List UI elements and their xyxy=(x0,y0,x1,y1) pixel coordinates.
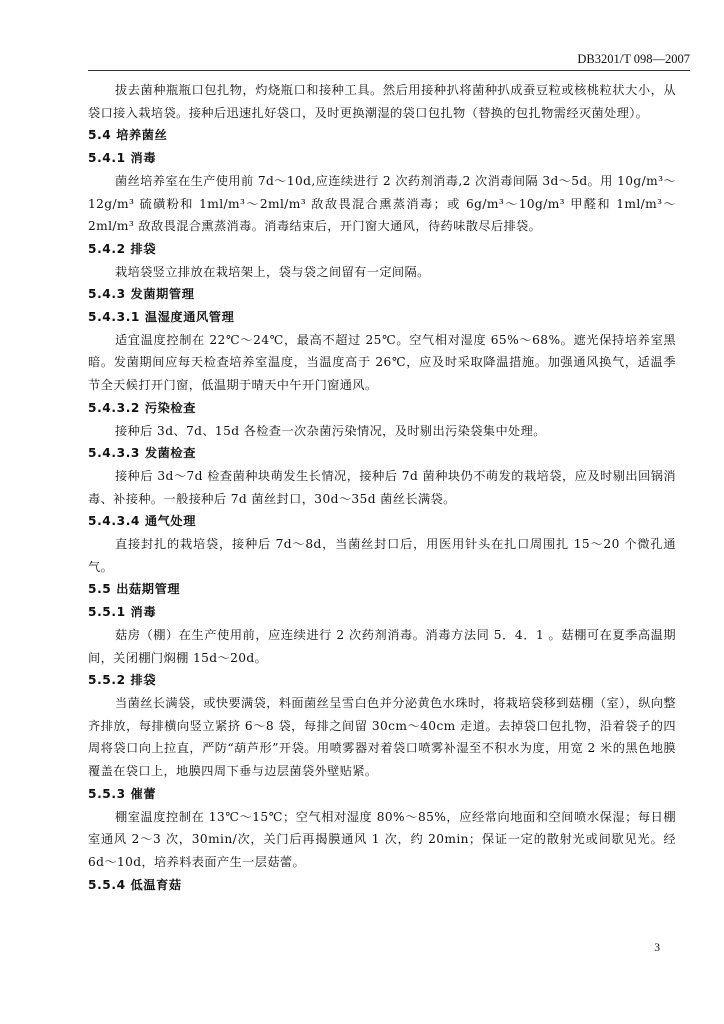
body-paragraph: 菇房（棚）在生产使用前，应连续进行 2 次药剂消毒。消毒方法同 5．4．1 。菇棚可在夏季高温期间，关闭棚门焖棚 15d～20d。 xyxy=(88,627,676,665)
body-paragraph: 直接封扎的栽培袋，接种后 7d～8d，当菌丝封口后，用医用针头在扎口周围扎 15～20 个微孔通气。 xyxy=(88,537,676,574)
body-paragraph: 菌丝培养室在生产使用前 7d～10d,应连续进行 2 次药剂消毒,2 次消毒间隔 3d～5d。用 10g/m³～12g/m³ 硫磺粉和 1ml/m³～2ml/m³ 敌敌畏混合熏蒸消毒；或 6g/m³～10g/m³ 甲醛和 1ml/m³～2ml/m³ 敌敌畏混合熏蒸消毒。消毒结束后，开门窗大通风，待药味散尽后排袋。 xyxy=(88,173,676,234)
body-paragraph: 接种后 3d～7d 检查菌种块萌发生长情况，接种后 7d 菌种块仍不萌发的栽培袋，应及时剔出回锅消毒、补接种。一般接种后 7d 菌丝封口，30d～35d 菌丝长满袋。 xyxy=(88,468,676,506)
section-heading: 5.4.3.2 污染检查 xyxy=(88,400,197,415)
section-heading: 5.4.3.4 通气处理 xyxy=(88,514,197,529)
page-number: 3 xyxy=(654,942,660,954)
body-paragraph: 栽培袋竖立排放在栽培架上，袋与袋之间留有一定间隔。 xyxy=(115,264,430,279)
section-heading: 5.4.1 消毒 xyxy=(88,151,157,166)
section-heading: 5.4.3.3 发菌检查 xyxy=(88,446,197,461)
section-heading: 5.4.3 发菌期管理 xyxy=(88,287,195,302)
body-paragraph: 接种后 3d、7d、15d 各检查一次杂菌污染情况，及时剔出污染袋集中处理。 xyxy=(115,423,546,438)
section-heading: 5.5.4 低温育菇 xyxy=(88,877,182,892)
header-rule xyxy=(88,70,690,71)
section-heading: 5.5.1 消毒 xyxy=(88,605,157,620)
body-paragraph: 棚室温度控制在 13℃～15℃；空气相对湿度 80%～85%，应经常向地面和空间喷水保湿；每日棚室通风 2～3 次，30min/次，关门后再揭膜通风 1 次，约 20min；保证一定的散射光或间歇见光。经 6d～10d，培养料表面产生一层菇蕾。 xyxy=(88,809,676,869)
document-code: DB3201/T 098—2007 xyxy=(577,52,690,66)
section-heading: 5.5.3 催蕾 xyxy=(88,786,157,801)
section-heading: 5.5 出菇期管理 xyxy=(88,582,181,597)
body-paragraph: 拔去菌种瓶瓶口包扎物，灼烧瓶口和接种工具。然后用接种扒将菌种扒成蚕豆粒或核桃粒状大小，从袋口接入栽培袋。接种后迅速扎好袋口，及时更换潮湿的袋口包扎物（替换的包扎物需经灭菌处理）。 xyxy=(88,83,676,120)
section-heading: 5.4.2 排袋 xyxy=(88,241,157,256)
document-body xyxy=(88,79,676,896)
section-heading: 5.5.2 排袋 xyxy=(88,673,157,688)
body-paragraph: 当菌丝长满袋，或快要满袋，料面菌丝呈雪白色并分泌黄色水珠时，将栽培袋移到菇棚（室），纵向整齐排放，每排横向竖立紧挤 6～8 袋，每排之间留 30cm～40cm 走道。去掉袋口包扎物，沿着袋子的四周将袋口向上拉直，严防“葫芦形”开袋。用喷雾器对着袋口喷雾补湿至不积水为度，用宽 2 米的黑色地膜覆盖在袋口上，地膜四周下垂与边层菌袋外壁贴紧。 xyxy=(88,695,676,779)
body-paragraph: 适宜温度控制在 22℃～24℃，最高不超过 25℃。空气相对湿度 65%～68%。遮光保持培养室黑暗。发菌期间应每天检查培养室温度，当温度高于 26℃，应及时采取降温措施。加强通风换气，适温季节全天候打开门窗，低温期于晴天中午开门窗通风。 xyxy=(88,332,676,393)
section-heading: 5.4 培养菌丝 xyxy=(88,128,168,143)
section-heading: 5.4.3.1 温湿度通风管理 xyxy=(88,310,235,325)
